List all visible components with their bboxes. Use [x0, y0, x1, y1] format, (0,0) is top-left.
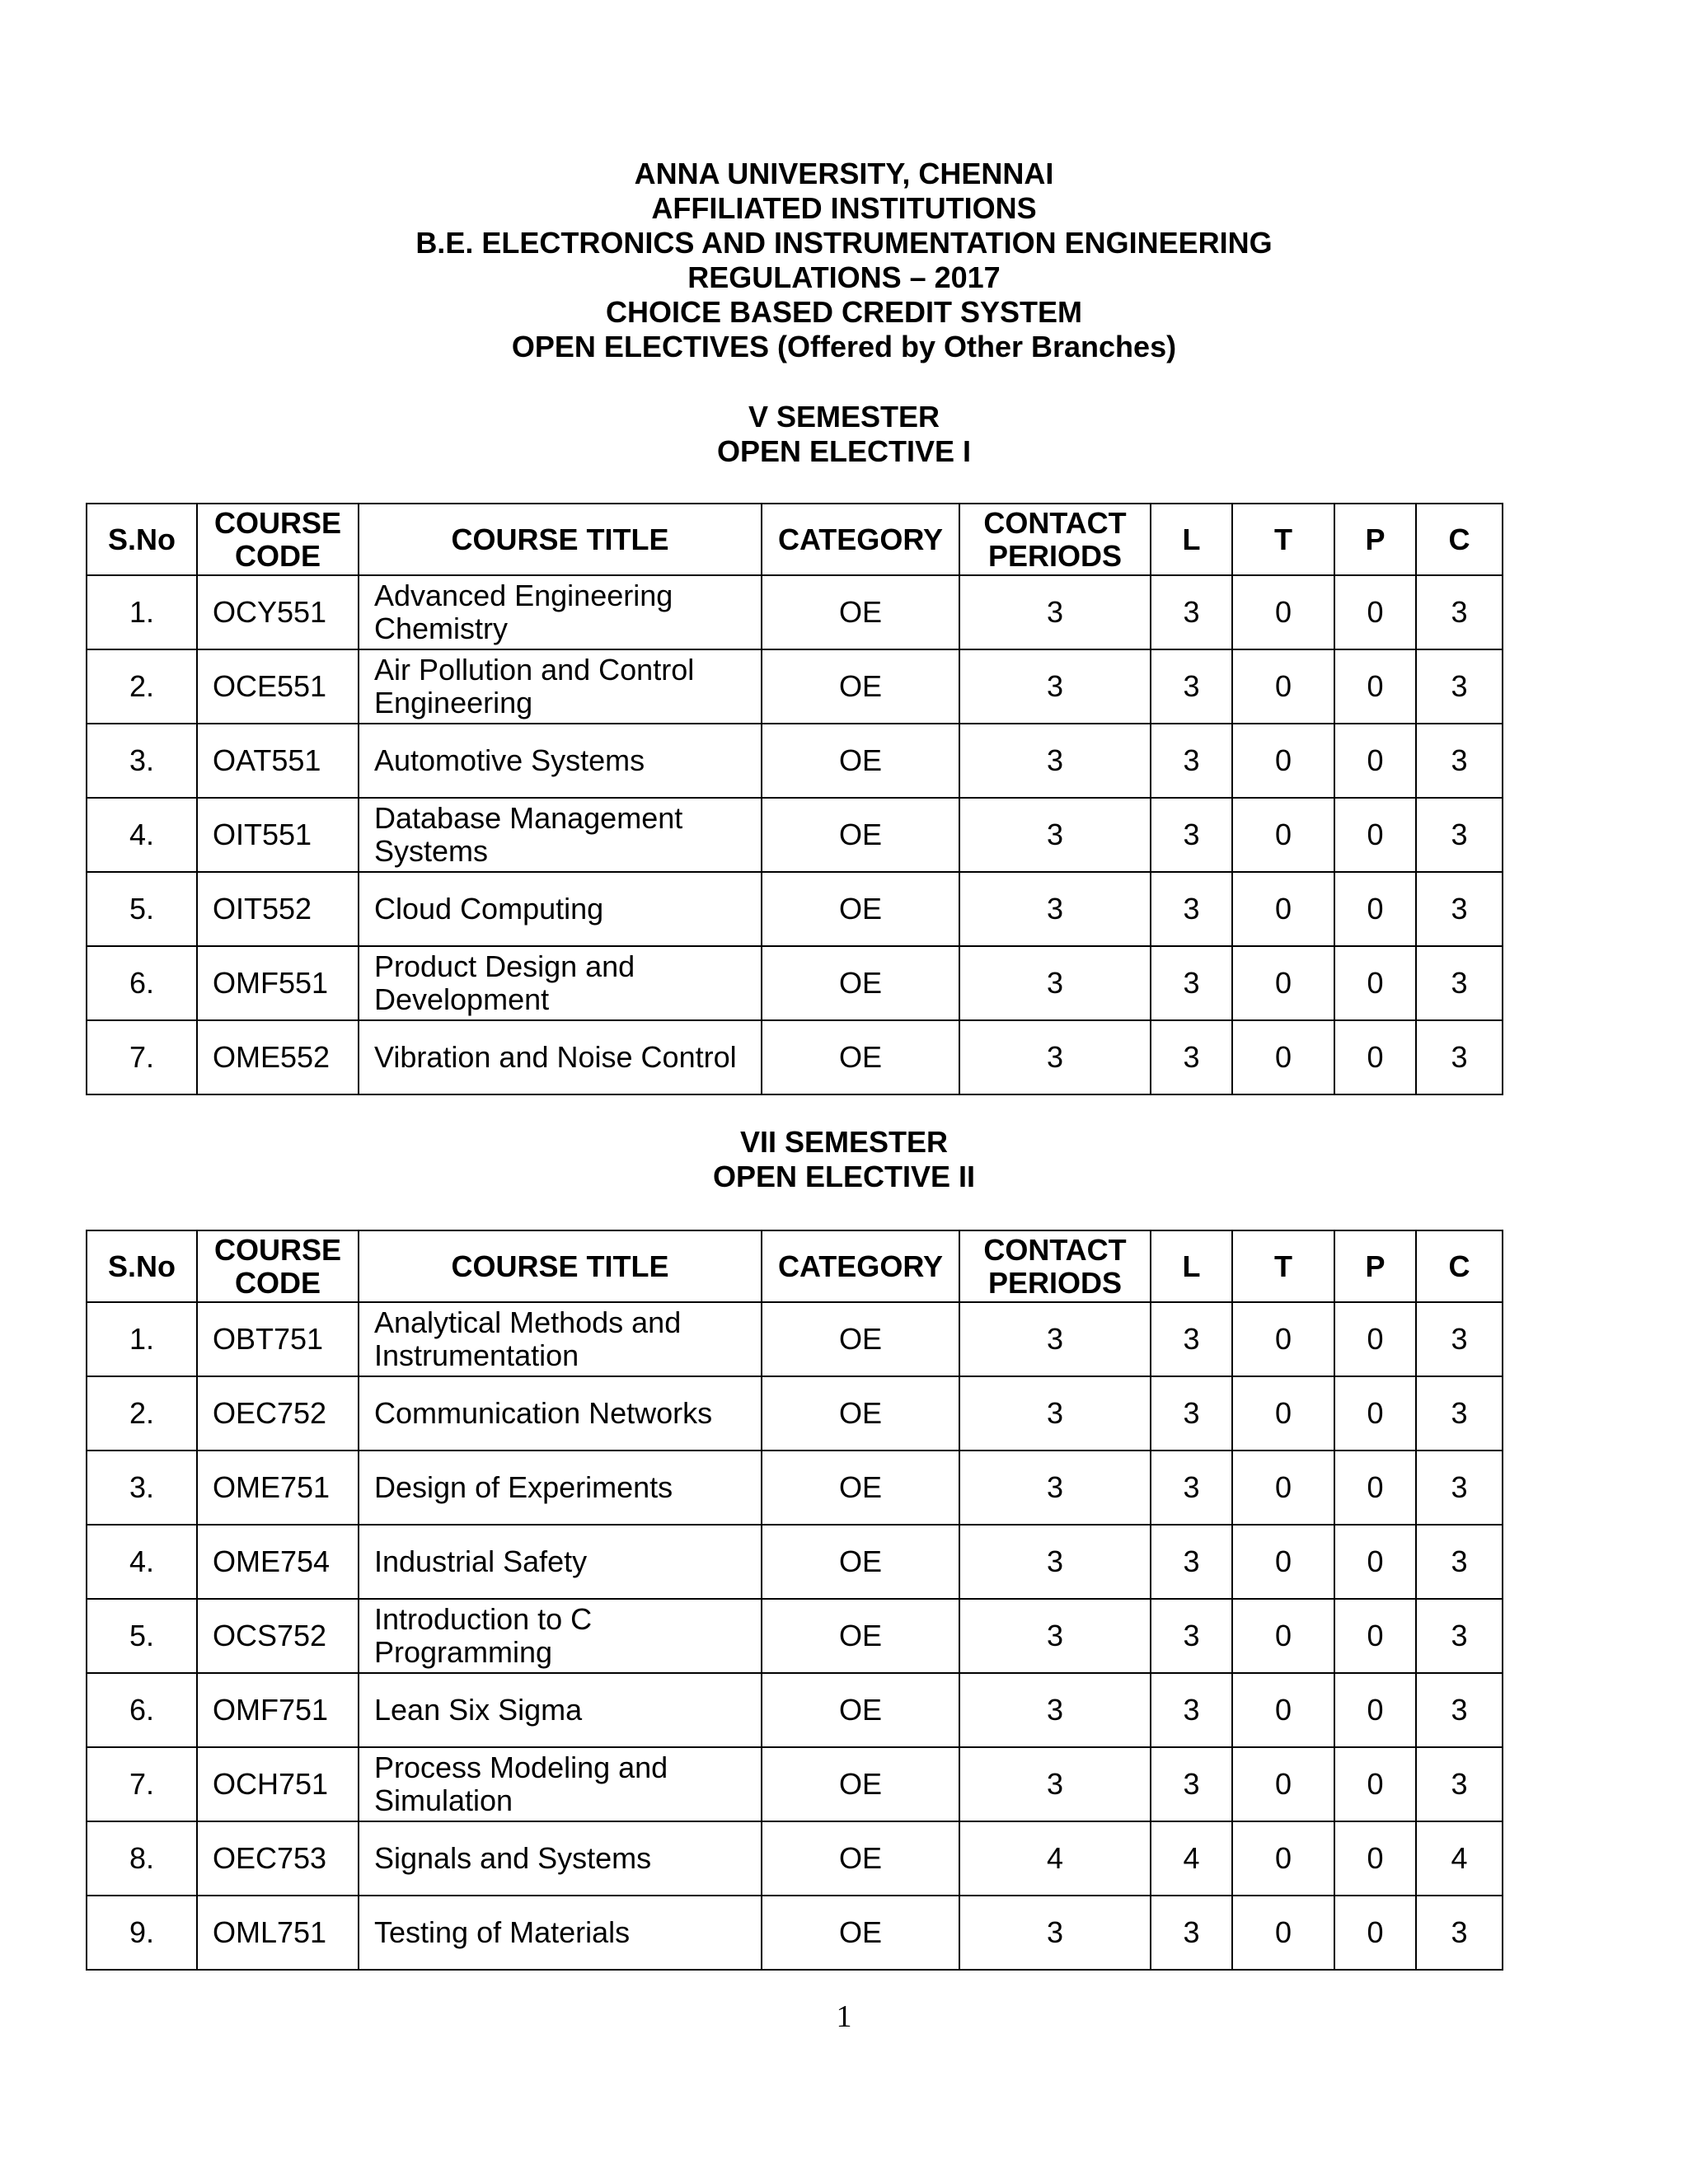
- column-header-l: L: [1151, 1230, 1232, 1302]
- table-row: [87, 1673, 1503, 1747]
- open-electives-heading: OPEN ELECTIVES (Offered by Other Branches): [511, 330, 1177, 363]
- section-1-heading: [0, 400, 1688, 469]
- cell-p: 0: [1334, 1451, 1416, 1525]
- cell-course-code: OAT551: [197, 724, 359, 798]
- cell-c: 3: [1416, 575, 1503, 649]
- cell-c: 3: [1416, 1302, 1503, 1376]
- cell-t: 0: [1232, 1747, 1334, 1821]
- cell-category: OE: [762, 798, 959, 872]
- cell-category: OE: [762, 1896, 959, 1970]
- cell-category: OE: [762, 946, 959, 1020]
- cell-course-code: OCH751: [197, 1747, 359, 1821]
- cell-sno: 3.: [87, 1451, 197, 1525]
- cell-course-code: OME754: [197, 1525, 359, 1599]
- cell-contact-periods: 3: [959, 1525, 1151, 1599]
- cell-course-title: Design of Experiments: [359, 1451, 762, 1525]
- cell-c: 3: [1416, 724, 1503, 798]
- cell-sno: 9.: [87, 1896, 197, 1970]
- cell-category: OE: [762, 1302, 959, 1376]
- cell-contact-periods: 3: [959, 724, 1151, 798]
- cell-p: 0: [1334, 1376, 1416, 1451]
- cell-contact-periods: 3: [959, 1599, 1151, 1673]
- cell-l: 3: [1151, 1020, 1232, 1094]
- cell-category: OE: [762, 1821, 959, 1896]
- cell-course-title: Introduction to C Programming: [359, 1599, 762, 1673]
- cell-course-title: Automotive Systems: [359, 724, 762, 798]
- cell-category: OE: [762, 1451, 959, 1525]
- page-number: 1: [836, 1999, 852, 2034]
- cell-p: 0: [1334, 1302, 1416, 1376]
- cell-course-title: Lean Six Sigma: [359, 1673, 762, 1747]
- cell-c: 3: [1416, 1525, 1503, 1599]
- cell-t: 0: [1232, 1673, 1334, 1747]
- column-header-c: C: [1416, 504, 1503, 575]
- institution-type: AFFILIATED INSTITUTIONS: [651, 191, 1037, 225]
- cell-p: 0: [1334, 798, 1416, 872]
- cell-t: 0: [1232, 575, 1334, 649]
- cell-course-title: Database Management Systems: [359, 798, 762, 872]
- cell-t: 0: [1232, 649, 1334, 724]
- cell-course-code: OEC753: [197, 1821, 359, 1896]
- cell-t: 0: [1232, 1451, 1334, 1525]
- cell-l: 3: [1151, 1376, 1232, 1451]
- column-header-l: L: [1151, 504, 1232, 575]
- column-header-p: P: [1334, 1230, 1416, 1302]
- cell-category: OE: [762, 575, 959, 649]
- semester-title: V SEMESTER: [748, 400, 940, 434]
- cell-p: 0: [1334, 1747, 1416, 1821]
- open-elective-2-table: [86, 1230, 1503, 1971]
- cell-l: 3: [1151, 724, 1232, 798]
- table-row: [87, 798, 1503, 872]
- cell-c: 3: [1416, 649, 1503, 724]
- cell-sno: 2.: [87, 1376, 197, 1451]
- degree-program: B.E. ELECTRONICS AND INSTRUMENTATION ENGINEERING: [415, 226, 1273, 260]
- cell-c: 3: [1416, 1599, 1503, 1673]
- cell-contact-periods: 3: [959, 946, 1151, 1020]
- cell-c: 3: [1416, 1673, 1503, 1747]
- column-header-code: COURSE CODE: [197, 1230, 359, 1302]
- cell-l: 3: [1151, 1747, 1232, 1821]
- cell-course-title: Industrial Safety: [359, 1525, 762, 1599]
- cell-course-code: OCY551: [197, 575, 359, 649]
- table-row: [87, 1376, 1503, 1451]
- cell-course-code: OIT552: [197, 872, 359, 946]
- cell-sno: 5.: [87, 872, 197, 946]
- cell-t: 0: [1232, 1599, 1334, 1673]
- cell-course-title: Advanced Engineering Chemistry: [359, 575, 762, 649]
- cell-t: 0: [1232, 1302, 1334, 1376]
- cell-t: 0: [1232, 724, 1334, 798]
- cell-contact-periods: 4: [959, 1821, 1151, 1896]
- elective-title: OPEN ELECTIVE I: [716, 434, 972, 468]
- cell-l: 3: [1151, 1525, 1232, 1599]
- cell-p: 0: [1334, 872, 1416, 946]
- cell-course-title: Vibration and Noise Control: [359, 1020, 762, 1094]
- cell-category: OE: [762, 1747, 959, 1821]
- cell-category: OE: [762, 1020, 959, 1094]
- cell-contact-periods: 3: [959, 575, 1151, 649]
- cell-p: 0: [1334, 1673, 1416, 1747]
- cell-sno: 3.: [87, 724, 197, 798]
- column-header-t: T: [1232, 1230, 1334, 1302]
- cell-p: 0: [1334, 1896, 1416, 1970]
- cell-t: 0: [1232, 1821, 1334, 1896]
- cell-category: OE: [762, 872, 959, 946]
- column-header-c: C: [1416, 1230, 1503, 1302]
- table-row: [87, 1451, 1503, 1525]
- cell-t: 0: [1232, 946, 1334, 1020]
- column-header-contact: CONTACT PERIODS: [959, 1230, 1151, 1302]
- document-header: [0, 157, 1688, 364]
- table-header-row: [87, 1230, 1503, 1302]
- table-row: [87, 1896, 1503, 1970]
- cell-sno: 6.: [87, 1673, 197, 1747]
- cell-p: 0: [1334, 946, 1416, 1020]
- column-header-t: T: [1232, 504, 1334, 575]
- cell-p: 0: [1334, 724, 1416, 798]
- cell-course-code: OCE551: [197, 649, 359, 724]
- cell-contact-periods: 3: [959, 1451, 1151, 1525]
- cell-c: 3: [1416, 1376, 1503, 1451]
- cell-l: 3: [1151, 575, 1232, 649]
- section-2-heading: [0, 1125, 1688, 1194]
- cell-c: 3: [1416, 1451, 1503, 1525]
- cell-sno: 6.: [87, 946, 197, 1020]
- cell-l: 3: [1151, 872, 1232, 946]
- cell-l: 4: [1151, 1821, 1232, 1896]
- elective-title: OPEN ELECTIVE II: [712, 1160, 976, 1193]
- cell-c: 3: [1416, 1747, 1503, 1821]
- cell-sno: 8.: [87, 1821, 197, 1896]
- cell-course-code: OME552: [197, 1020, 359, 1094]
- cell-t: 0: [1232, 1525, 1334, 1599]
- table-row: [87, 1747, 1503, 1821]
- cell-t: 0: [1232, 1020, 1334, 1094]
- semester-title: VII SEMESTER: [739, 1125, 949, 1159]
- table-row: [87, 649, 1503, 724]
- cell-sno: 1.: [87, 575, 197, 649]
- column-header-category: CATEGORY: [762, 504, 959, 575]
- cell-p: 0: [1334, 649, 1416, 724]
- cell-category: OE: [762, 724, 959, 798]
- cell-category: OE: [762, 1525, 959, 1599]
- column-header-title: COURSE TITLE: [359, 504, 762, 575]
- cell-category: OE: [762, 1599, 959, 1673]
- cell-p: 0: [1334, 1020, 1416, 1094]
- cell-t: 0: [1232, 872, 1334, 946]
- cell-l: 3: [1151, 1302, 1232, 1376]
- cell-c: 3: [1416, 798, 1503, 872]
- cell-t: 0: [1232, 1896, 1334, 1970]
- table-row: [87, 1302, 1503, 1376]
- cell-course-code: OIT551: [197, 798, 359, 872]
- cell-contact-periods: 3: [959, 1376, 1151, 1451]
- cell-c: 3: [1416, 1020, 1503, 1094]
- table-row: [87, 724, 1503, 798]
- cell-course-title: Analytical Methods and Instrumentation: [359, 1302, 762, 1376]
- table-row: [87, 1599, 1503, 1673]
- cell-sno: 7.: [87, 1747, 197, 1821]
- cell-course-code: OML751: [197, 1896, 359, 1970]
- cell-p: 0: [1334, 1525, 1416, 1599]
- cell-sno: 1.: [87, 1302, 197, 1376]
- cell-contact-periods: 3: [959, 1747, 1151, 1821]
- cell-course-title: Process Modeling and Simulation: [359, 1747, 762, 1821]
- cell-l: 3: [1151, 1599, 1232, 1673]
- column-header-contact: CONTACT PERIODS: [959, 504, 1151, 575]
- cell-l: 3: [1151, 1896, 1232, 1970]
- cell-c: 3: [1416, 872, 1503, 946]
- cell-course-title: Signals and Systems: [359, 1821, 762, 1896]
- cell-c: 3: [1416, 946, 1503, 1020]
- open-elective-1-table: [86, 503, 1503, 1095]
- table-row: [87, 872, 1503, 946]
- cell-p: 0: [1334, 1599, 1416, 1673]
- cell-c: 4: [1416, 1821, 1503, 1896]
- cell-course-title: Air Pollution and Control Engineering: [359, 649, 762, 724]
- cell-t: 0: [1232, 798, 1334, 872]
- column-header-p: P: [1334, 504, 1416, 575]
- cell-contact-periods: 3: [959, 798, 1151, 872]
- cell-c: 3: [1416, 1896, 1503, 1970]
- cell-l: 3: [1151, 798, 1232, 872]
- cell-course-code: OMF751: [197, 1673, 359, 1747]
- cell-l: 3: [1151, 946, 1232, 1020]
- cell-contact-periods: 3: [959, 1302, 1151, 1376]
- cell-contact-periods: 3: [959, 872, 1151, 946]
- cell-sno: 7.: [87, 1020, 197, 1094]
- table-header-row: [87, 504, 1503, 575]
- column-header-title: COURSE TITLE: [359, 1230, 762, 1302]
- cell-category: OE: [762, 649, 959, 724]
- credit-system: CHOICE BASED CREDIT SYSTEM: [605, 295, 1083, 329]
- cell-l: 3: [1151, 649, 1232, 724]
- university-name: ANNA UNIVERSITY, CHENNAI: [634, 157, 1054, 190]
- cell-category: OE: [762, 1673, 959, 1747]
- table-row: [87, 1821, 1503, 1896]
- cell-contact-periods: 3: [959, 649, 1151, 724]
- cell-t: 0: [1232, 1376, 1334, 1451]
- cell-p: 0: [1334, 1821, 1416, 1896]
- column-header-sno: S.No: [87, 1230, 197, 1302]
- table-row: [87, 946, 1503, 1020]
- cell-course-code: OCS752: [197, 1599, 359, 1673]
- cell-sno: 2.: [87, 649, 197, 724]
- table-row: [87, 1020, 1503, 1094]
- cell-course-title: Product Design and Development: [359, 946, 762, 1020]
- cell-course-title: Cloud Computing: [359, 872, 762, 946]
- cell-course-code: OBT751: [197, 1302, 359, 1376]
- cell-contact-periods: 3: [959, 1896, 1151, 1970]
- cell-course-code: OME751: [197, 1451, 359, 1525]
- cell-course-title: Testing of Materials: [359, 1896, 762, 1970]
- cell-l: 3: [1151, 1673, 1232, 1747]
- cell-sno: 4.: [87, 798, 197, 872]
- cell-category: OE: [762, 1376, 959, 1451]
- cell-contact-periods: 3: [959, 1673, 1151, 1747]
- table-row: [87, 575, 1503, 649]
- cell-sno: 5.: [87, 1599, 197, 1673]
- column-header-category: CATEGORY: [762, 1230, 959, 1302]
- regulations: REGULATIONS – 2017: [687, 260, 1001, 294]
- cell-course-code: OMF551: [197, 946, 359, 1020]
- column-header-code: COURSE CODE: [197, 504, 359, 575]
- column-header-sno: S.No: [87, 504, 197, 575]
- cell-course-code: OEC752: [197, 1376, 359, 1451]
- cell-l: 3: [1151, 1451, 1232, 1525]
- cell-sno: 4.: [87, 1525, 197, 1599]
- cell-p: 0: [1334, 575, 1416, 649]
- cell-course-title: Communication Networks: [359, 1376, 762, 1451]
- cell-contact-periods: 3: [959, 1020, 1151, 1094]
- table-row: [87, 1525, 1503, 1599]
